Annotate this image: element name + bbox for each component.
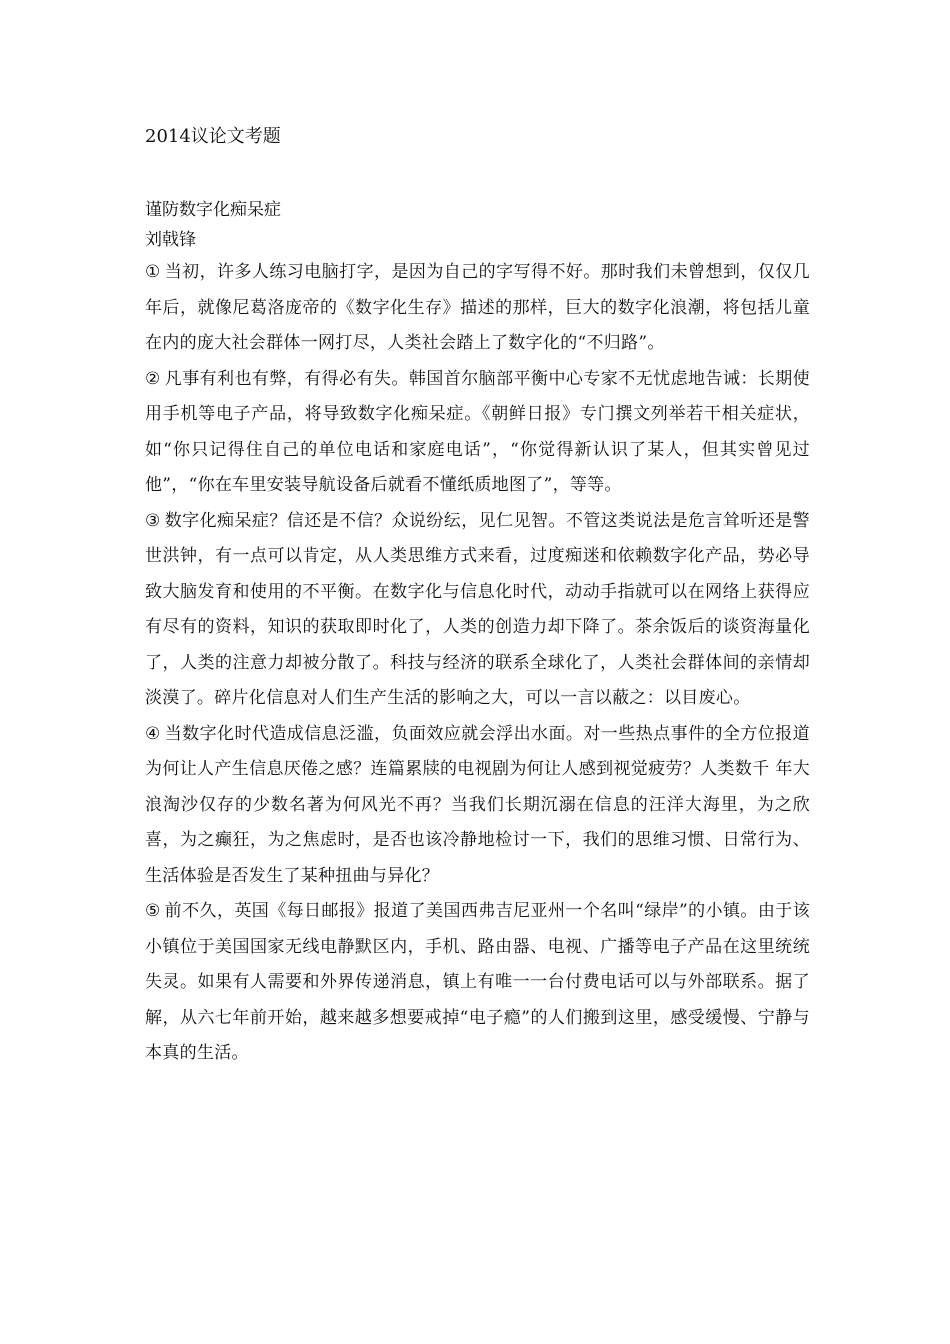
paragraph-1	[145, 255, 810, 362]
paragraph-number: ①	[145, 262, 161, 282]
article-body	[145, 195, 810, 1072]
paragraph-text: 当初，许多人练习电脑打字，是因为自己的字写得不好。那时我们未曾想到，仅仅几年后，就像尼葛洛庞帝的《数字化生存》描述的那样，巨大的数字化浪潮，将包括儿童在内的庞大社会群体一网打尽，人类社会踏上了数字化的“不归路”。	[145, 262, 810, 353]
paragraph-3	[145, 504, 810, 717]
paragraph-text: 前不久，英国《每日邮报》报道了美国西弗吉尼亚州一个名叫“绿岸”的小镇。由于该小镇位于美国国家无线电静默区内，手机、路由器、电视、广播等电子产品在这里统统失灵。如果有人需要和外界传递消息，镇上有唯一一台付费电话可以与外部联系。据了解，从六七年前开始，越来越多想要戒掉“电子瘾”的人们搬到这里，感受缓慢、宁静与本真的生活。	[145, 901, 811, 1063]
article-author: 刘戟锋	[145, 230, 196, 250]
paragraph-5	[145, 894, 810, 1072]
paragraph-number: ②	[145, 368, 161, 389]
article-title: 谨防数字化痴呆症	[145, 200, 281, 220]
paragraph-text: 凡事有利也有弊，有得必有失。韩国首尔脑部平衡中心专家不无忧虑地告诫：长期使用手机等电子产品，将导致数字化痴呆症。《朝鲜日报》专门撰文列举若干相关症状，如“你只记得住自己的单位电话和家庭电话”，“你觉得新认识了某人，但其实曾见过他”，“你在车里安装导航设备后就看不懂纸质地图了”，等等。	[145, 368, 810, 495]
document-heading: 2014议论文考题	[145, 126, 281, 147]
paragraph-4	[145, 717, 810, 895]
paragraph-2	[145, 362, 810, 504]
paragraph-number: ③	[145, 510, 161, 531]
paragraph-number: ④	[145, 723, 161, 744]
paragraph-text: 数字化痴呆症？信还是不信？众说纷纭，见仁见智。不管这类说法是危言耸听还是警世洪钟，有一点可以肯定，从人类思维方式来看，过度痴迷和依赖数字化产品，势必导致大脑发育和使用的不平衡。在数字化与信息化时代，动动手指就可以在网络上获得应有尽有的资料，知识的获取即时化了，人类的创造力却下降了。茶余饭后的谈资海量化了，人类的注意力却被分散了。科技与经济的联系全球化了，人类社会群体间的亲情却淡漠了。碎片化信息对人们生产生活的影响之大，可以一言以蔽之：以目废心。	[145, 510, 810, 708]
paragraph-number: ⑤	[145, 901, 161, 921]
paragraph-text: 当数字化时代造成信息泛滥，负面效应就会浮出水面。对一些热点事件的全方位报道为何让人产生信息厌倦之感？连篇累牍的电视剧为何让人感到视觉疲劳？人类数千 年大浪淘沙仅存的少数名著为何风光不再？当我们长期沉溺在信息的汪洋大海里，为之欣喜，为之癫狂，为之焦虑时，是否也该冷静地检讨一下，我们的思维习惯、日常行为、生活体验是否发生了某种扭曲与异化？	[145, 723, 810, 886]
